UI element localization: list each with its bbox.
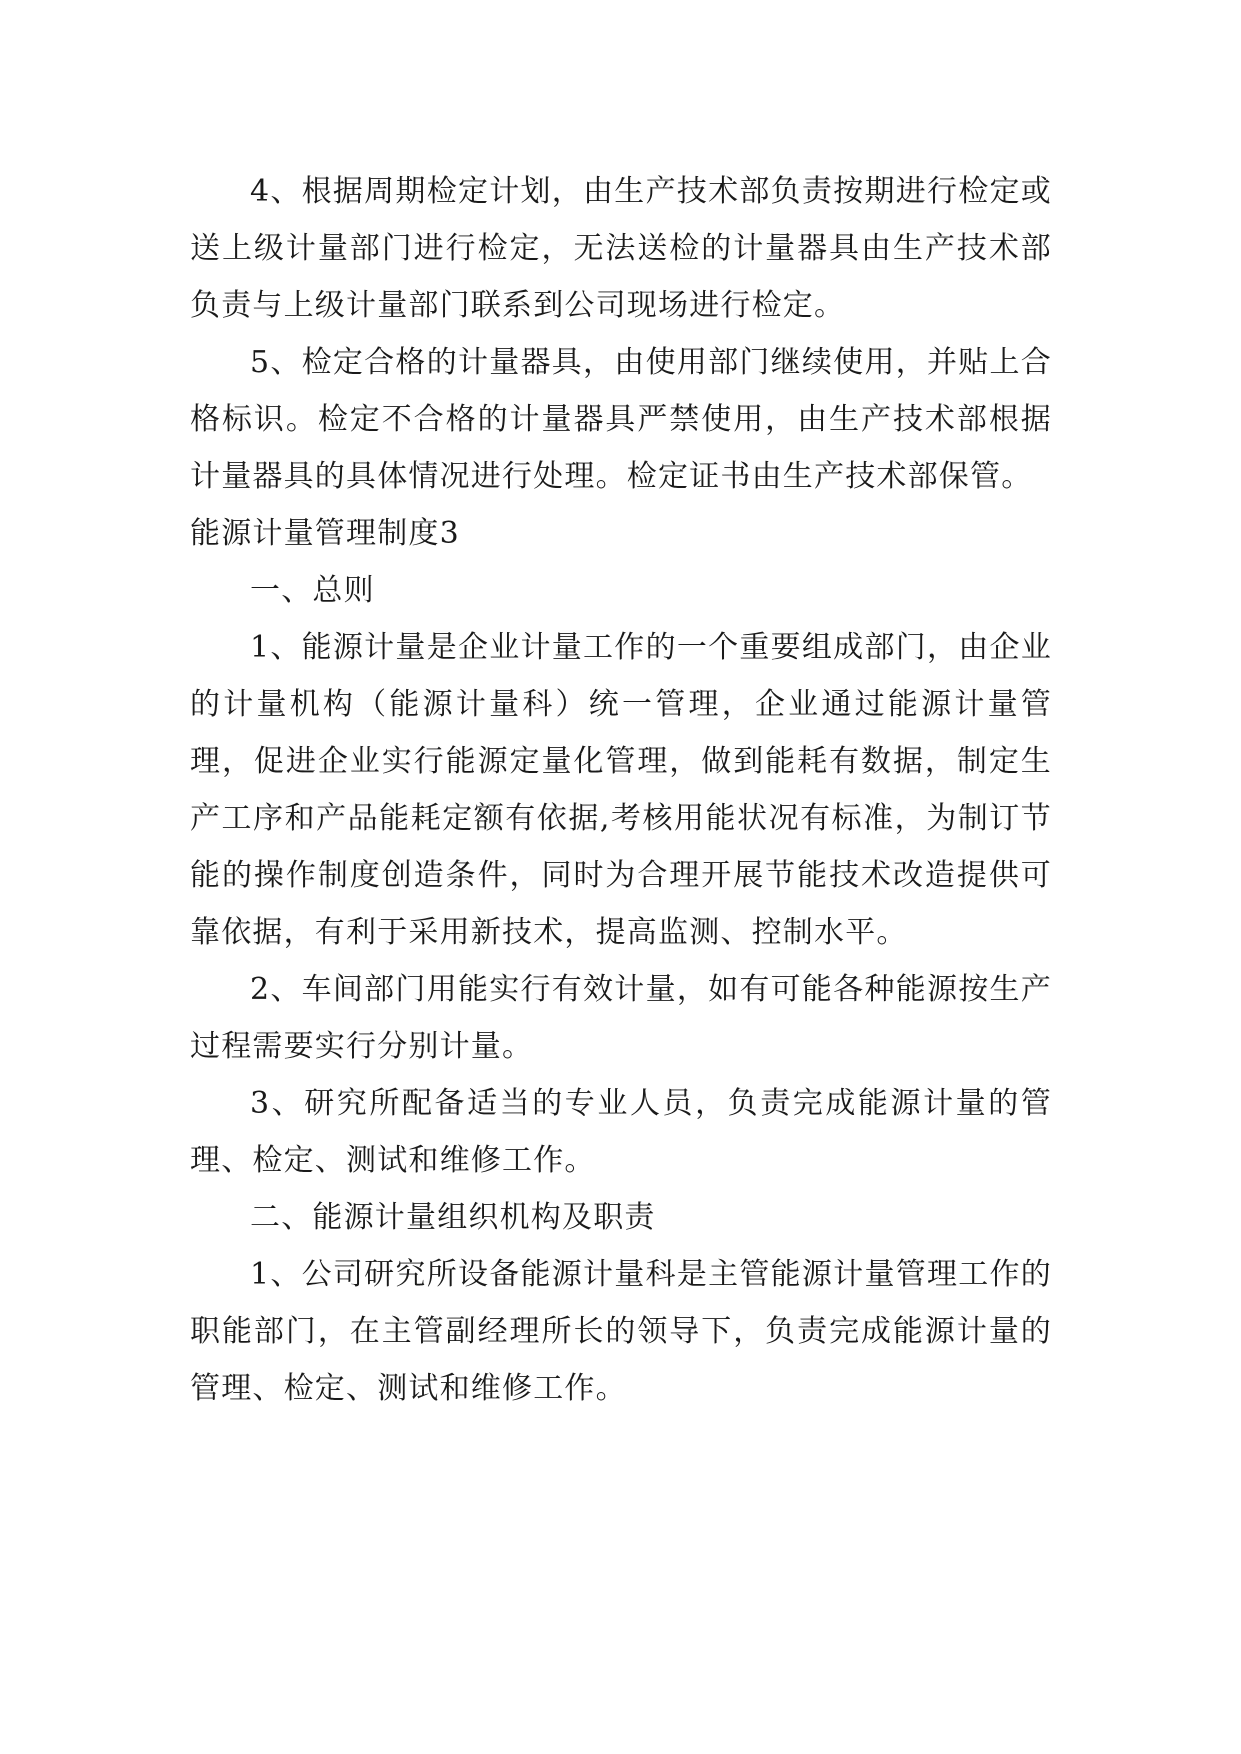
section-title: 能源计量管理制度3 bbox=[190, 516, 460, 551]
paragraph-calibration-schedule: 4、根据周期检定计划，由生产技术部负责按期进行检定或送上级计量部门进行检定，无法送检的计量器具由生产技术部负责与上级计量部门联系到公司现场进行检定。 bbox=[190, 174, 1052, 323]
paragraph-staffing: 3、研究所配备适当的专业人员，负责完成能源计量的管理、检定、测试和维修工作。 bbox=[190, 1086, 1052, 1178]
paragraph-qualified-instruments: 5、检定合格的计量器具，由使用部门继续使用，并贴上合格标识。检定不合格的计量器具严禁使用，由生产技术部根据计量器具的具体情况进行处理。检定证书由生产技术部保管。 bbox=[190, 345, 1052, 494]
heading-general-provisions: 一、总则 bbox=[250, 573, 375, 608]
document-body bbox=[190, 163, 1052, 1417]
paragraph-energy-metering-overview: 1、能源计量是企业计量工作的一个重要组成部门，由企业的计量机构（能源计量科）统一管理，企业通过能源计量管理，促进企业实行能源定量化管理，做到能耗有数据，制定生产工序和产品能耗定额有依据,考核用能状况有标准，为制订节能的操作制度创造条件，同时为合理开展节能技术改造提供可靠依据，有利于采用新技术，提高监测、控制水平。 bbox=[190, 630, 1052, 950]
heading-organization-duties: 二、能源计量组织机构及职责 bbox=[250, 1200, 656, 1235]
paragraph-metering-department: 1、公司研究所设备能源计量科是主管能源计量管理工作的职能部门，在主管副经理所长的领导下，负责完成能源计量的管理、检定、测试和维修工作。 bbox=[190, 1257, 1052, 1406]
paragraph-workshop-metering: 2、车间部门用能实行有效计量，如有可能各种能源按生产过程需要实行分别计量。 bbox=[190, 972, 1052, 1064]
